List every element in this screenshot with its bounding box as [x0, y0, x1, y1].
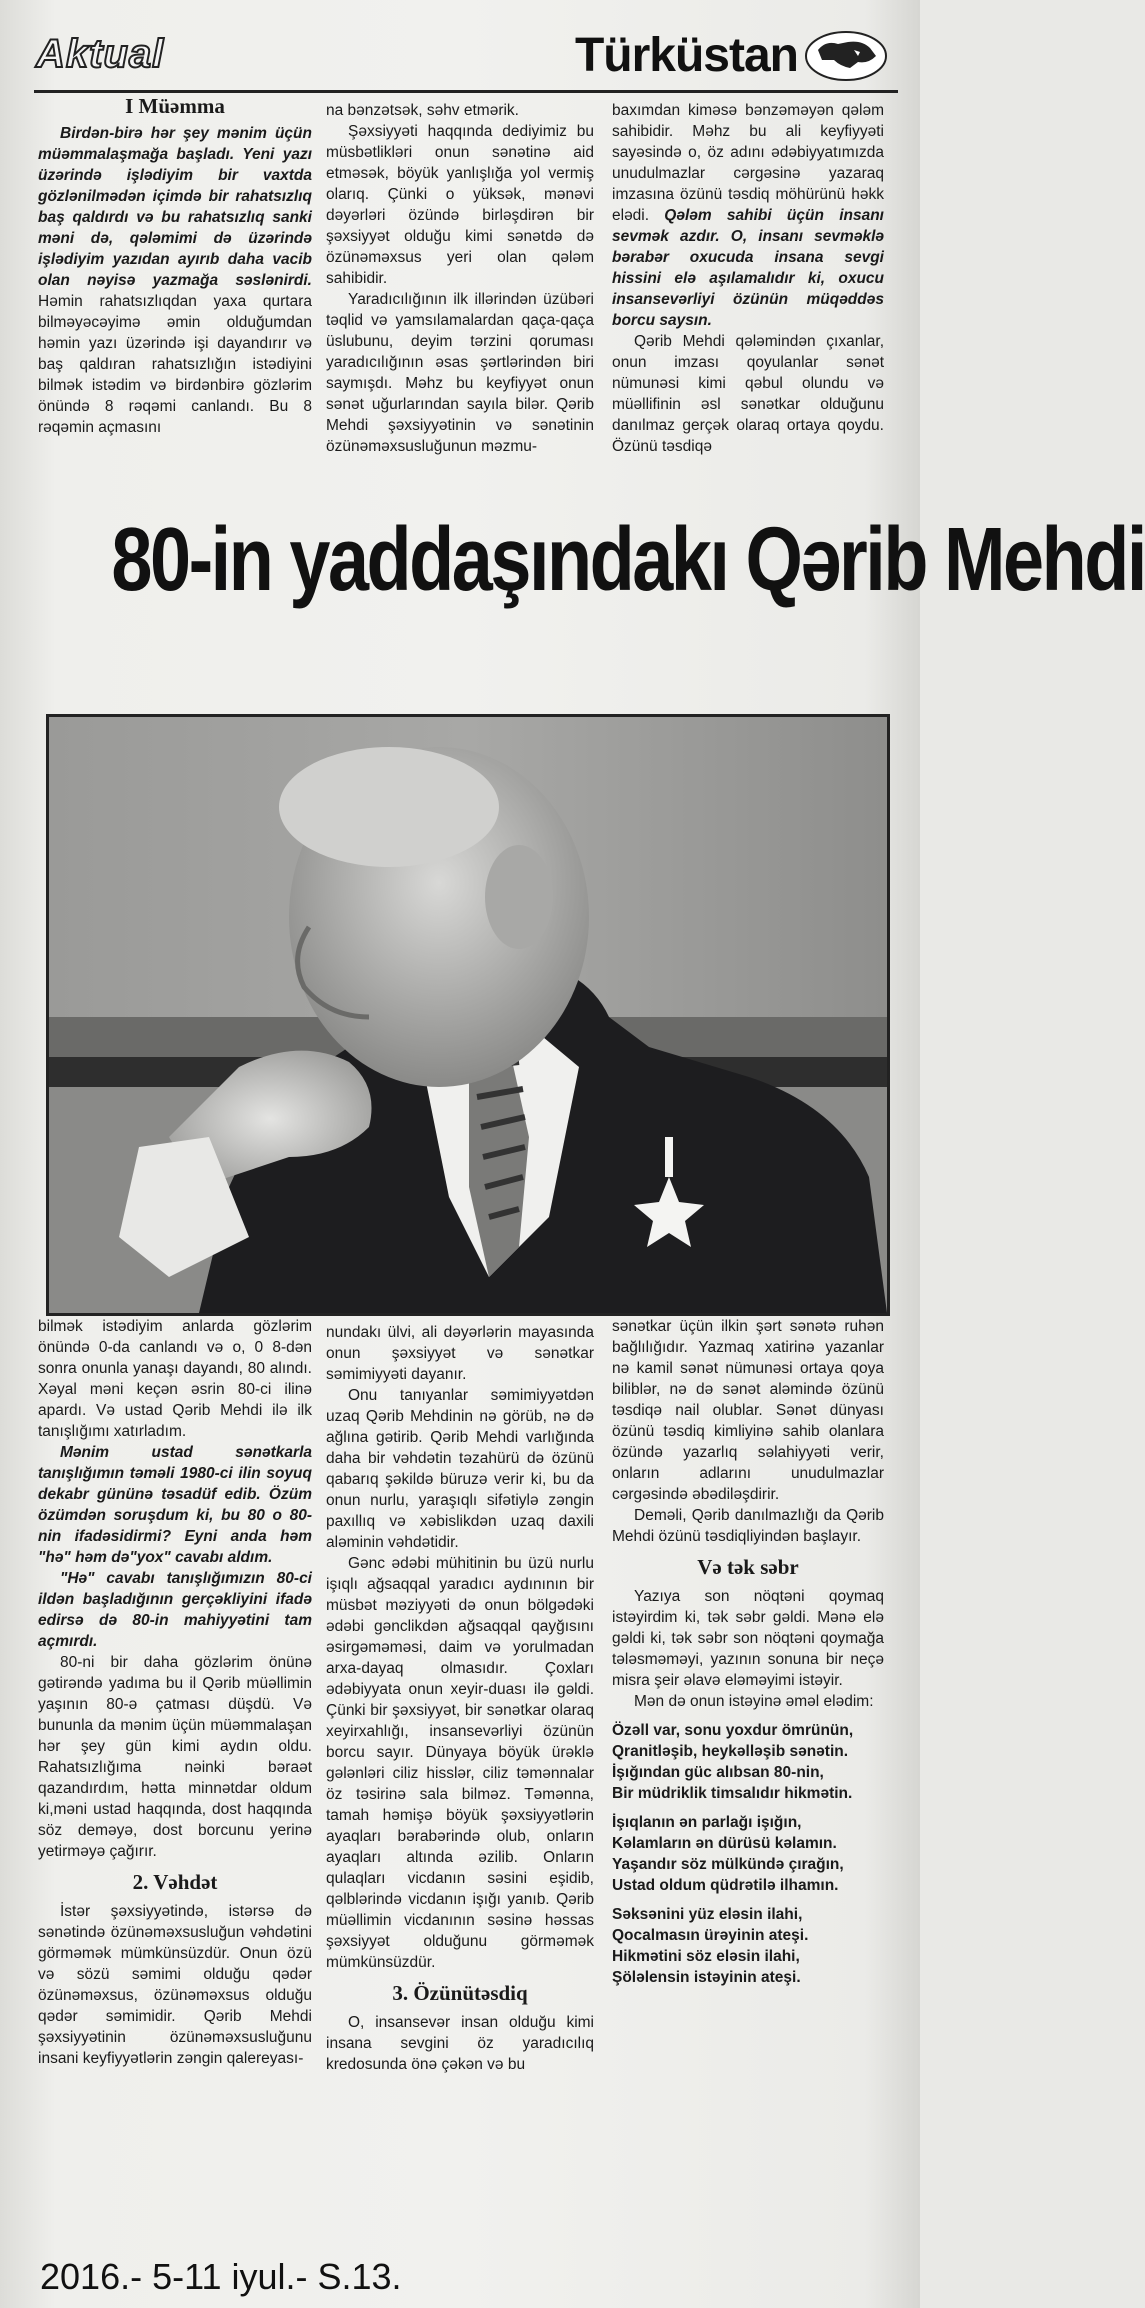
- section-heading: I Müəmma: [125, 94, 225, 118]
- paragraph: Mənim ustad sənətkarla tanışlığımın təməli 1980-ci ilin soyuq dekabr gününə təsadüf edib. Özüm özümdən soruşdum ki, bu 80 o 80-nin ifadəsidirmi? Eyni anda həm "hə" həm də"yox" cavabı aldım.: [38, 1444, 312, 1566]
- poem-stanza: İşıqlanın ən parlağı işığın, Kəlamların ən dürüsü kəlamın. Yaşandır söz mülkündə çırağın, Ustad oldum qüdrətilə ilhamın.: [612, 1814, 844, 1894]
- paragraph: Deməli, Qərib danılmazlığı da Qərib Mehdi özünü təsdiqliyindən başlayır.: [612, 1507, 884, 1545]
- section-heading: Və tək səbr: [697, 1555, 799, 1579]
- publication-date: 2016.- 5-11 iyul.- S.13.: [40, 2256, 402, 2297]
- article-column-2: [326, 1322, 594, 2246]
- paragraph: Qərib Mehdi qələmindən çıxanlar, onun imzası qoyulanlar sənət nümunəsi kimi qəbul olundu və müəllifinin əsl sənətkar olduğunu danılmaz gerçək olaraq ortaya qoydu. Özünü təsdiqə: [612, 333, 884, 455]
- article-column-1: [38, 1316, 312, 2246]
- paragraph: "Hə" cavabı tanışlığımızın 80-ci ildən başladığının gerçəkliyini ifadə edirsə də 80-in mahiyyətini tam açmırdı.: [38, 1570, 312, 1650]
- paragraph: sənətkar üçün ilkin şərt sənətə ruhən bağlılığıdır. Yazmaq xatirinə yazanlar nə kamil sənət nümunəsi ortaya qoya biliblər, nə də sənət aləmində özünü təsdiqə nail olublar. Sənət dünyası özünü təsdiq kimliyinə sahib olanlara özündə yazarlıq səlahiyyəti verir, onların adlarını unudulmazlar cərgəsində əbədiləşdirir.: [612, 1318, 884, 1503]
- masthead: [575, 28, 888, 83]
- portrait-photo: [46, 714, 890, 1316]
- poem-stanza: Özəll var, sonu yoxdur ömrünün, Qranitləşib, heykəlləşib sənətin. İşığından güc alıbsan 80-nin, Bir müdriklik timsalıdır hikmətin.: [612, 1722, 854, 1802]
- paragraph: Birdən-birə hər şey mənim üçün müəmmalaşmağa başladı. Yeni yazı üzərində işlədiyim bir vaxtda gözlənilmədən içimdə bir rahatsızlıq baş qaldırdı və bu rahatsızlıq sanki məni də, qələmimi də üzərində işlədiyim yazıdan ayırıb daha vacib olan nəyisə yazmağa səslənirdi. Həmin rahatsızlıqdan yaxa qurtara bilməyəcəyimə əmin olduğumdan həmin yazı üzərində işi dayandırır və baş qaldıran rahatsızlığın istədiyini bilmək istədim və birdənbirə gözlərim önündə 8 rəqəmi canlandı. Bu 8 rəqəmin açmasını: [38, 125, 312, 436]
- paragraph: baxımdan kiməsə bənzəməyən qələm sahibidir. Məhz bu ali keyfiyyəti sayəsində o, öz adını ədəbiyyatımızda unudulmazlar cərgəsinə yazaraq imzasına özünü təsdiq möhürünü həkk elədi. Qələm sahibi üçün insanı sevmək azdır. O, insanı sevməklə bərabər oxucuda insana sevgi hissini elə aşılamalıdır ki, oxucu insansevərliyi özünün müqəddəs borcu saysın.: [612, 102, 884, 329]
- section-heading: 2. Vəhdət: [132, 1870, 218, 1894]
- article-column-3: [612, 1316, 884, 2246]
- globe-map-icon: [804, 30, 888, 82]
- paragraph: Şəxsiyyəti haqqında dediyimiz bu müsbətlikləri onun sənətinə aid etməsək, böyük yanlışlığa yol vermiş olarıq. Çünki o yüksək, mənəvi dəyərləri özündə birləşdirən bir şəxsiyyət olduğu kimi sənətdə də özünəməxsus yeri olan qələm sahibidir.: [326, 123, 594, 287]
- paragraph: Onu tanıyanlar səmimiyyətdən uzaq Qərib Mehdinin nə görüb, nə də ağlına gətirib. Qərib Mehdi varlığında daha bir vəhdətin təzahürü də özünü qabarıq şəkildə büruzə verir ki, bu da onun nurlu, yaraşıqlı sifətiylə zəngin paxıllıq və xəbislikdən uzaq daxili aləminin vəhdətidir.: [326, 1387, 594, 1551]
- paragraph: Mən də onun istəyinə əməl elədim:: [634, 1693, 874, 1710]
- intro-column-3: [612, 100, 884, 514]
- section-rubric: Aktual: [36, 32, 165, 76]
- paragraph: Gənc ədəbi mühitinin bu üzü nurlu işıqlı ağsaqqal yaradıcı aydınının bir müsbət məziyyəti də onun bölgədəki ədəbi gənclikdən ağsaqqal qayğısını əsirgəməməsi, daim və yorulmadan arxa-dayaq olmasıdır. Çoxları ədəbiyyata onun xeyir-duası ilə gəldi. Çünki bir şəxsiyyət, bir sənətkar olaraq xeyirxahlığı, insansevərliyi özünün borcu sayır. Dünyaya böyük ürəklə gələnləri ciliz hisslər, ciliz təmənnalar öz təsirinə sala bilməz. Təmənna, tamah həmişə böyük şəxsiyyətlərin ayaqları bərabərində olub, onların ayaqları altında əzilib. Onların qulaqları vicdanın səsini eşidib, qəlblərində vicdanın işığı yanıb. Qərib müəllimin vicdanının səsinə həssas şəxsiyyət olduğunu görməmək mümkünsüzdür.: [326, 1555, 594, 1971]
- article-headline: 80-in yaddaşındakı Qərib Mehdi: [111, 510, 1145, 610]
- paragraph: Yazıya son nöqtəni qoymaq istəyirdim ki, tək səbr gəldi. Mənə elə gəldi ki, tək səbr son nöqtəni qoymağa tələsməməyi, yazının sonuna bir neçə misra şeir əlavə eləməyimi istəyir.: [612, 1588, 884, 1689]
- poem-stanza: Səksənini yüz eləsin ilahi, Qocalmasın ürəyinin ateşi. Hikmətini söz eləsin ilahi, Şöləlensin istəyinin ateşi.: [612, 1906, 809, 1986]
- paragraph: İstər şəxsiyyətində, istərsə də sənətində özünəməxsusluğun vəhdətini görməmək mümkünsüzdür. Onun özü və sözü səmimi olduğu qədər özünəməxsus, özünəməxsus olduğu qədər səmimidir. Qərib Mehdi şəxsiyyətinin özünəməxsusluğunu insani keyfiyyətlərin zəngin qalereyası-: [38, 1903, 312, 2067]
- paragraph: 80-ni bir daha gözlərim önünə gətirəndə yadıma bu il Qərib müəllimin yaşının 80-ə çatması düşdü. Və bununla da mənim üçün müəmmalaşan hər şey gün kimi aydın oldu. Rahatsızlığıma nəinki bəraət qazandırdım, hətta minnətdar oldum ki,məni ustad haqqında, dost haqqında söz deməyə, dost borcunu yerinə yetirməyə çağırır.: [38, 1654, 312, 1860]
- paragraph: bilmək istədiyim anlarda gözlərim önündə 0-da canlandı və o, 0 8-dən sonra onunla yanaşı dayandı, 80 alındı. Xəyal məni keçən əsrin 80-ci ilinə apardı. Və ustad Qərib Mehdi ilə ilk tanışlığımı xatırladım.: [38, 1318, 312, 1440]
- newspaper-name: Türküstan: [574, 29, 798, 82]
- header-rule: [34, 90, 898, 93]
- paragraph: Yaradıcılığının ilk illərindən üzübəri təqlid və yamsılamalardan qaça-qaça üslubunu, deyim tərzini qoruması yaradıcılığının əsas şərtlərindən biri saymışdı. Məhz bu keyfiyyət onun sənət uğurlarından sayıla bilər. Qərib Mehdi şəxsiyyətinin və sənətinin özünəməxsusluğunun məzmu-: [326, 291, 594, 455]
- paragraph: O, insansevər insan olduğu kimi insana sevgini öz yaradıcılıq kredosunda önə çəkən və bu: [326, 2014, 594, 2073]
- intro-column-2: [326, 100, 594, 514]
- section-heading: 3. Özünütəsdiq: [392, 1981, 528, 2005]
- intro-column-1: [38, 96, 312, 514]
- portrait-illustration: [49, 717, 887, 1313]
- paragraph: na bənzətsək, səhv etmərik.: [326, 102, 519, 119]
- paragraph: nundakı ülvi, ali dəyərlərin mayasında onun şəxsiyyət və sənətkar səmimiyyəti dayanır.: [326, 1324, 594, 1383]
